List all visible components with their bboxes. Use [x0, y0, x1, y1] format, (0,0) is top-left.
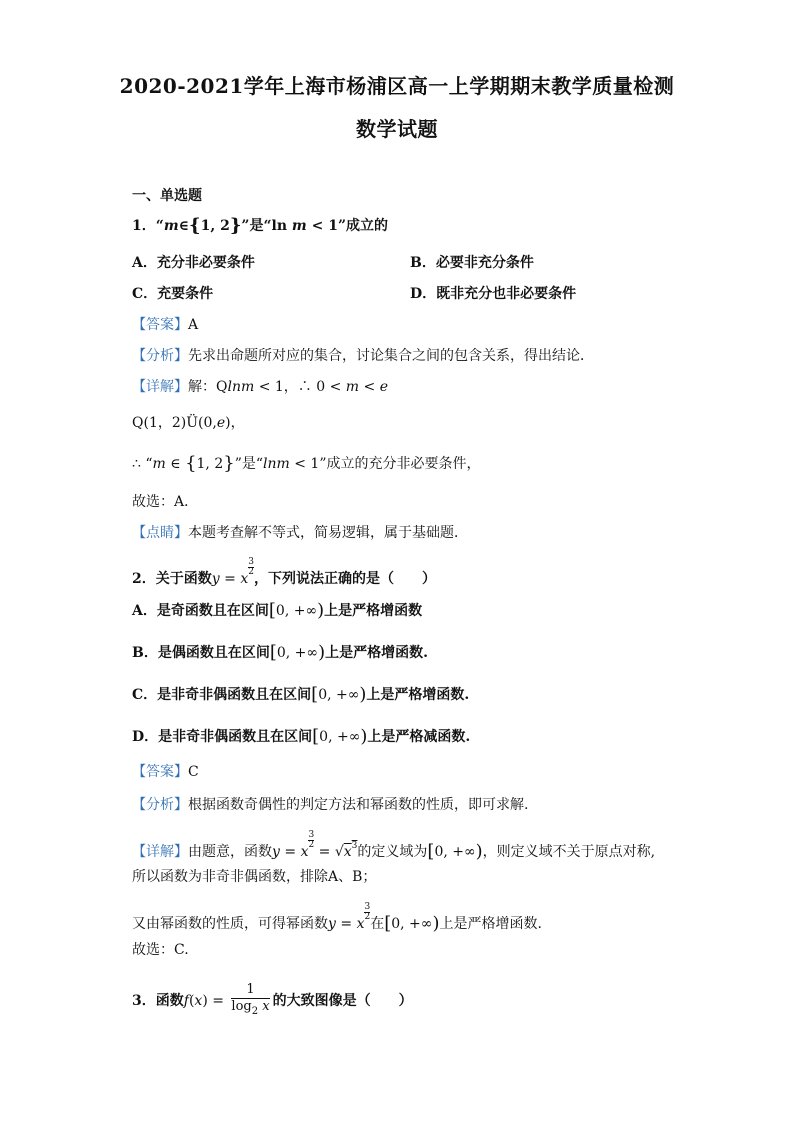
detail-line: 所以函数为非奇非偶函数，排除A、B；: [132, 869, 377, 885]
section-heading: 一、单选题: [132, 188, 202, 204]
analysis-line: 【分析】先求出命题所对应的集合，讨论集合之间的包含关系，得出结论．: [132, 348, 594, 364]
analysis-line: 【分析】根据函数奇偶性的判定方法和幂函数的性质，即可求解.: [132, 797, 529, 813]
detail-line: 又由幂函数的性质，可得幂函数y = x $\frac{3}{2}$ 在[0, +∞)上是严格增函数.: [132, 902, 542, 934]
option-b: B．是偶函数且在区间[0, +∞)上是严格增函数.: [132, 642, 428, 663]
option-c: C．充要条件: [132, 286, 214, 302]
detail-line: 【详解】解：Qlnm < 1，∴ 0 < m < e: [132, 379, 389, 395]
option-a: A．是奇函数且在区间[0, +∞)上是严格增函数: [132, 600, 423, 621]
option-d: D．是非奇非偶函数且在区间[0, +∞)上是严格减函数.: [132, 726, 471, 747]
option-c: C．是非奇非偶函数且在区间[0, +∞)上是严格增函数.: [132, 684, 470, 705]
analysis-tag: 【分析】: [132, 797, 188, 813]
question-3-stem: 3．函数f(x) = $\frac{1}{\log_2 x}$ 的大致图像是（ ）: [132, 982, 413, 1017]
detail-line: ∴ “m ∈ {1, 2}”是“lnm < 1”成立的充分非必要条件，: [132, 453, 481, 474]
comment-line: 【点睛】本题考查解不等式，简易逻辑，属于基础题．: [132, 525, 468, 541]
selection-line: 故选：A．: [132, 494, 199, 510]
answer-tag: 【答案】: [132, 764, 188, 780]
detail-tag: 【详解】: [132, 844, 188, 860]
answer-line: 【答案】A: [132, 317, 199, 333]
option-d: D．既非充分也非必要条件: [410, 286, 577, 302]
comment-tag: 【点睛】: [132, 525, 188, 541]
analysis-tag: 【分析】: [132, 348, 188, 364]
detail-line: Q(1，2)Ü(0,e)，: [132, 415, 245, 431]
answer-tag: 【答案】: [132, 317, 188, 333]
option-a: A．充分非必要条件: [132, 255, 255, 271]
detail-tag: 【详解】: [132, 379, 188, 395]
question-1-stem: 1．“m∈{1, 2}”是“ln m < 1”成立的: [132, 215, 389, 236]
question-number: 1．: [132, 218, 156, 234]
detail-line: 【详解】由题意，函数y = x $\frac{3}{2}$ = $√x^3$的定义域为[0, +∞)，则定义域不关于原点对称,: [132, 830, 656, 862]
question-number: 3．: [132, 993, 156, 1009]
question-2-stem: 2．关于函数y = x $\frac{3}{2}$ ，下列说法正确的是（ ）: [132, 557, 436, 587]
document-subtitle: 数学试题: [356, 117, 438, 141]
question-number: 2．: [132, 571, 156, 587]
answer-line: 【答案】C: [132, 764, 199, 780]
selection-line: 故选：C.: [132, 942, 189, 958]
document-title: 2020-2021学年上海市杨浦区高一上学期期末教学质量检测: [119, 74, 675, 98]
option-b: B．必要非充分条件: [410, 255, 534, 271]
